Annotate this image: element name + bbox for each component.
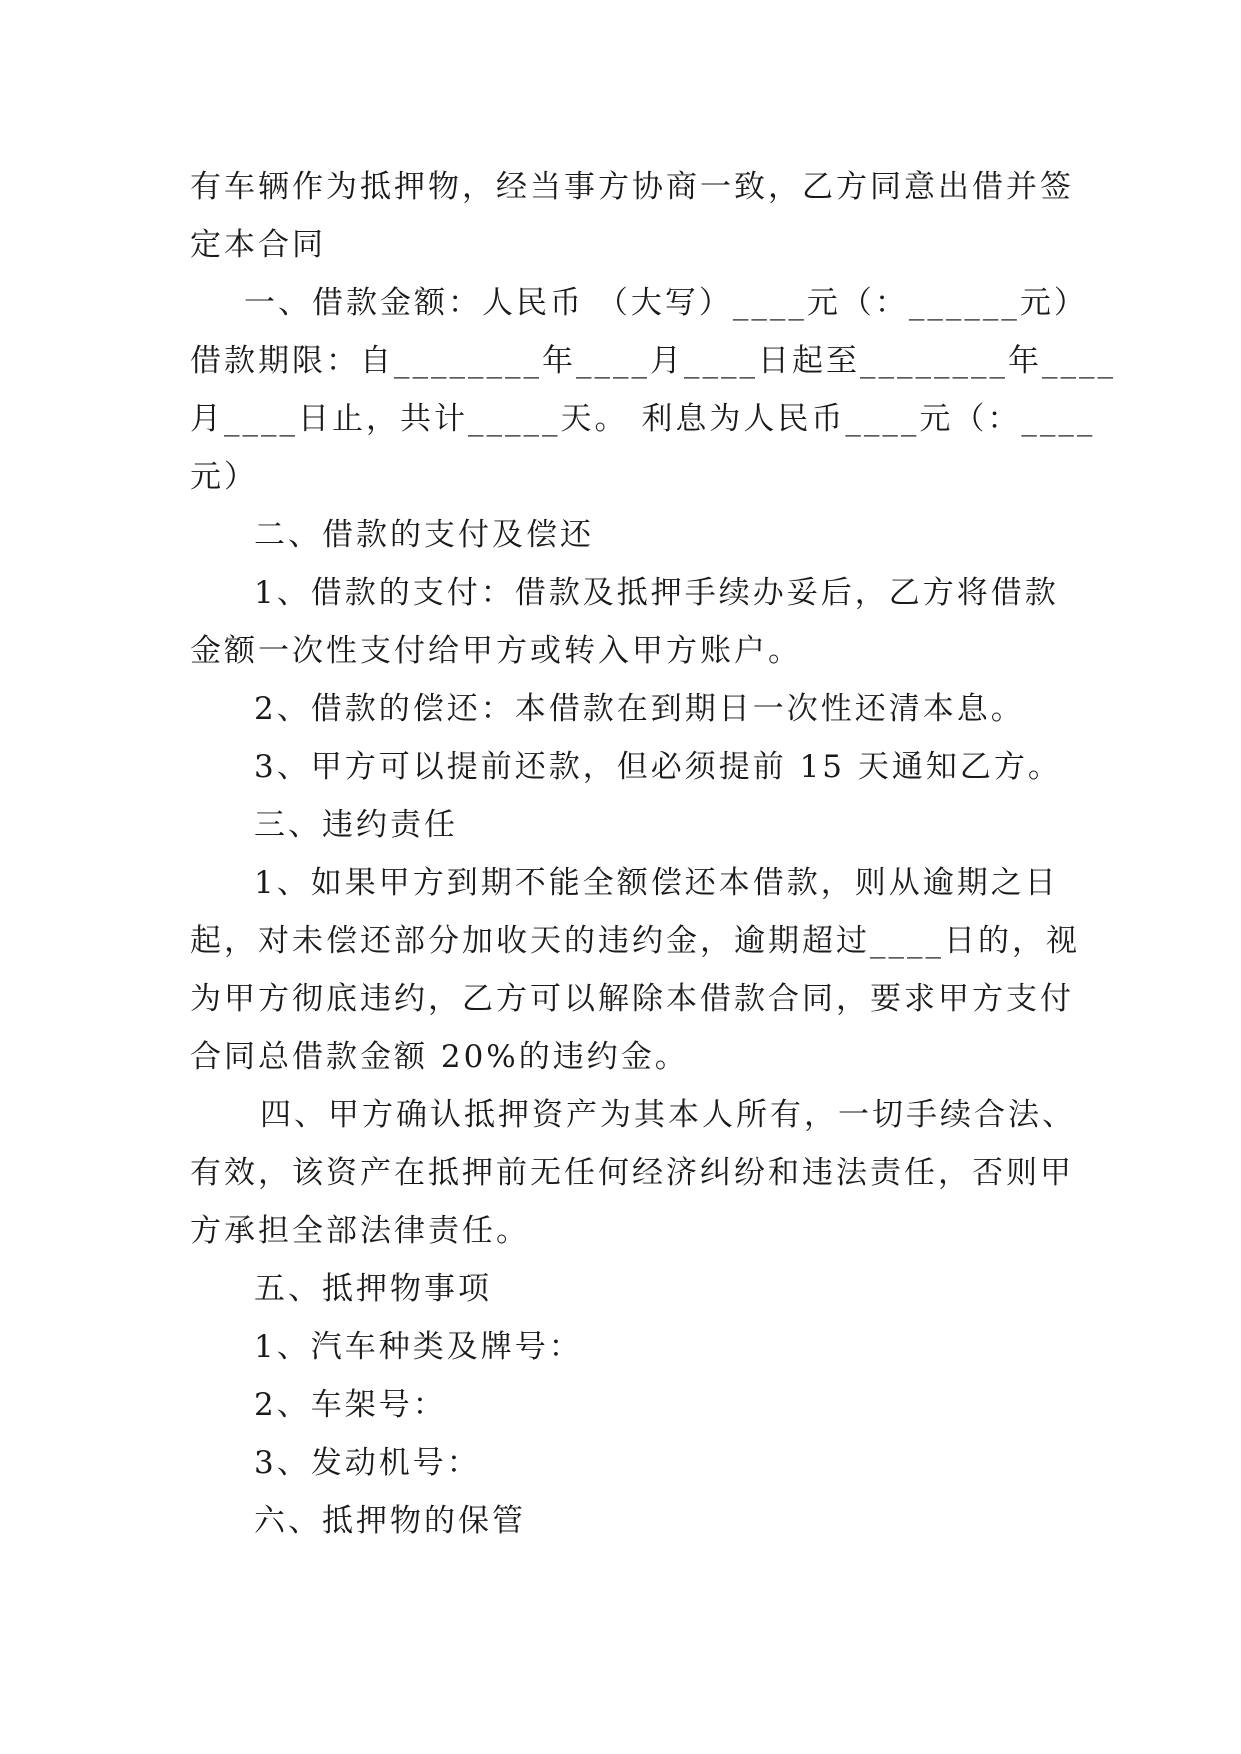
text-line: 定本合同: [190, 227, 326, 263]
section-heading-payment: 二、借款的支付及偿还: [254, 517, 594, 553]
section-heading-ownership: 四、甲方确认抵押资产为其本人所有，一切手续合法、: [260, 1097, 1076, 1133]
clause-item: 1、如果甲方到期不能全额偿还本借款，则从逾期之日: [254, 865, 1059, 901]
text-line: 月____日止，共计_____天。 利息为人民币____元（：____: [190, 401, 1096, 437]
section-heading-breach: 三、违约责任: [254, 807, 458, 843]
clause-item: 2、借款的偿还：本借款在到期日一次性还清本息。: [254, 691, 1025, 727]
section-heading-collateral: 五、抵押物事项: [254, 1271, 492, 1307]
text-line: 金额一次性支付给甲方或转入甲方账户。: [190, 633, 802, 669]
section-heading-custody: 六、抵押物的保管: [254, 1503, 526, 1539]
contract-body: [190, 158, 1116, 1550]
clause-item: 2、车架号：: [254, 1387, 447, 1423]
clause-item: 3、发动机号：: [254, 1445, 481, 1481]
text-line: 方承担全部法律责任。: [190, 1213, 530, 1249]
text-line: 合同总借款金额 20%的违约金。: [190, 1039, 689, 1075]
text-line: 起，对未偿还部分加收天的违约金，逾期超过____日的，视: [190, 923, 1080, 959]
clause-item: 3、甲方可以提前还款，但必须提前 15 天通知乙方。: [254, 749, 1062, 785]
text-line: 借款期限：自________年____月____日起至________年____: [190, 343, 1116, 379]
text-line: 有车辆作为抵押物，经当事方协商一致，乙方同意出借并签: [190, 169, 1074, 205]
section-heading-loan-amount: 一、借款金额：人民币 （大写）____元（：______元）: [244, 285, 1088, 321]
text-line: 元）: [190, 459, 258, 495]
clause-item: 1、借款的支付：借款及抵押手续办妥后，乙方将借款: [254, 575, 1059, 611]
clause-item: 1、汽车种类及牌号：: [254, 1329, 583, 1365]
text-line: 为甲方彻底违约，乙方可以解除本借款合同，要求甲方支付: [190, 981, 1074, 1017]
text-line: 有效，该资产在抵押前无任何经济纠纷和违法责任，否则甲: [190, 1155, 1074, 1191]
